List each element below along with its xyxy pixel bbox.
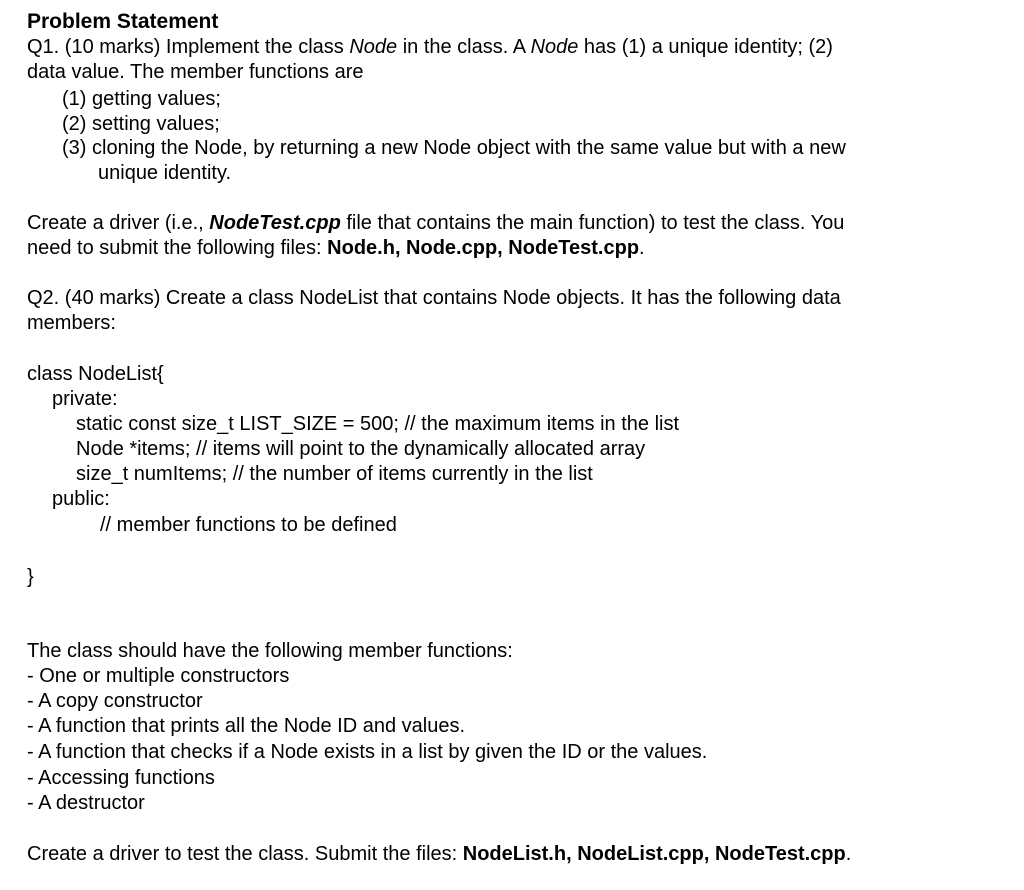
- code-class-open: class NodeList{: [27, 363, 164, 385]
- q1-driver: Create a driver (i.e., NodeTest.cpp file that contains the main function) to test the class. You: [27, 212, 845, 234]
- q1-intro-line2: data value. The member functions are: [27, 61, 364, 83]
- q2-intro: Q2. (40 marks) Create a class NodeList that contains Node objects. It has the following data: [27, 287, 841, 309]
- list-item: - A function that checks if a Node exists in a list by given the ID or the values.: [27, 741, 708, 763]
- code-member: Node *items; // items will point to the dynamically allocated array: [76, 438, 646, 460]
- list-item: - A copy constructor: [27, 690, 203, 712]
- page-title: Problem Statement: [27, 10, 219, 33]
- code-comment: // member functions to be defined: [100, 514, 397, 536]
- list-item: - A function that prints all the Node ID and values.: [27, 715, 466, 737]
- code-member: static const size_t LIST_SIZE = 500; // the maximum items in the list: [76, 413, 680, 435]
- q1-submit: need to submit the following files: Node.h, Node.cpp, NodeTest.cpp.: [27, 237, 645, 259]
- list-item-continuation: unique identity.: [98, 162, 232, 184]
- code-class-close: }: [27, 566, 34, 588]
- list-item: - A destructor: [27, 792, 145, 814]
- q1-intro: Q1. (10 marks) Implement the class Node in the class. A Node has (1) a unique identity; (2): [27, 36, 833, 58]
- list-item: (1) getting values;: [62, 88, 221, 110]
- q2-intro-line2: members:: [27, 312, 116, 334]
- code-private: private:: [52, 388, 118, 410]
- q2-driver: Create a driver to test the class. Submit the files: NodeList.h, NodeList.cpp, NodeTest.cpp.: [27, 843, 852, 865]
- code-member: size_t numItems; // the number of items currently in the list: [76, 463, 593, 485]
- list-item: - One or multiple constructors: [27, 665, 290, 687]
- list-item: - Accessing functions: [27, 767, 215, 789]
- list-item: (2) setting values;: [62, 113, 220, 135]
- code-public: public:: [52, 488, 110, 510]
- functions-intro: The class should have the following member functions:: [27, 640, 513, 662]
- list-item: (3) cloning the Node, by returning a new Node object with the same value but with a new: [62, 137, 846, 159]
